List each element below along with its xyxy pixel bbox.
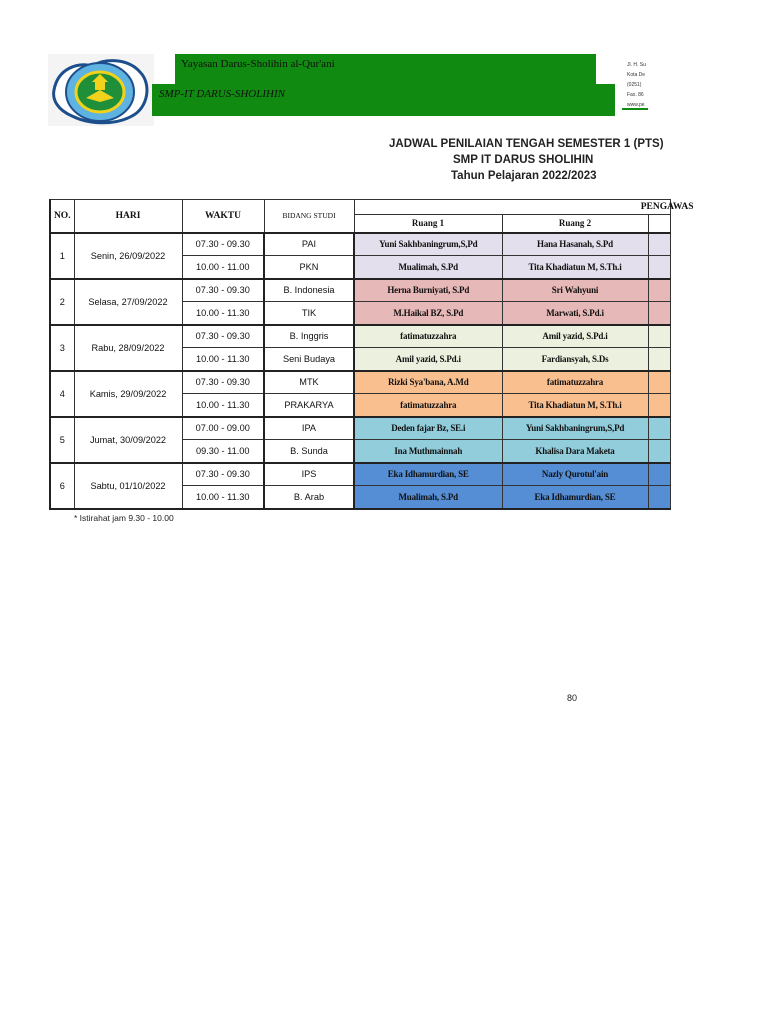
subject-cell: Seni Budaya	[264, 348, 354, 371]
day-date: Sabtu, 01/10/2022	[74, 463, 182, 509]
proctor-room-3	[648, 325, 670, 348]
table-row	[50, 463, 670, 486]
header-ruang-2: Ruang 2	[502, 215, 648, 233]
proctor-room-3	[648, 486, 670, 509]
proctor-room-2: Tita Khadiatun M, S.Th.i	[502, 256, 648, 279]
proctor-room-3	[648, 233, 670, 256]
proctor-room-1: fatimatuzzahra	[354, 394, 502, 417]
time-cell: 07.30 - 09.30	[182, 325, 264, 348]
proctor-room-1: Eka Idhamurdian, SE	[354, 463, 502, 486]
time-cell: 07.00 - 09.00	[182, 417, 264, 440]
day-date: Kamis, 29/09/2022	[74, 371, 182, 417]
proctor-room-1: Amil yazid, S.Pd.i	[354, 348, 502, 371]
row-number: 3	[50, 325, 74, 371]
day-date: Senin, 26/09/2022	[74, 233, 182, 279]
proctor-room-2: Amil yazid, S.Pd.i	[502, 325, 648, 348]
row-number: 2	[50, 279, 74, 325]
break-note: * Istirahat jam 9.30 - 10.00	[74, 513, 174, 523]
subject-cell: B. Inggris	[264, 325, 354, 348]
school-logo	[48, 54, 154, 126]
proctor-room-1: Deden fajar Bz, SE.i	[354, 417, 502, 440]
address-line: Kota De	[627, 72, 646, 78]
proctor-room-3	[648, 256, 670, 279]
title-block	[0, 130, 664, 190]
schedule-table	[49, 199, 694, 515]
proctor-room-3	[648, 440, 670, 463]
proctor-room-3	[648, 279, 670, 302]
header-ruang-1: Ruang 1	[354, 215, 502, 233]
subject-cell: IPS	[264, 463, 354, 486]
time-cell: 07.30 - 09.30	[182, 279, 264, 302]
time-cell: 10.00 - 11.00	[182, 256, 264, 279]
proctor-room-1: Rizki Sya'bana, A.Md	[354, 371, 502, 394]
proctor-room-2: Sri Wahyuni	[502, 279, 648, 302]
time-cell: 09.30 - 11.00	[182, 440, 264, 463]
proctor-room-3	[648, 348, 670, 371]
subject-cell: PKN	[264, 256, 354, 279]
header-bidang-studi: BIDANG STUDI	[264, 200, 354, 233]
header-ruang-3	[648, 215, 670, 233]
proctor-room-1: Ina Muthmainnah	[354, 440, 502, 463]
row-number: 5	[50, 417, 74, 463]
proctor-room-2: Marwati, S.Pd.i	[502, 302, 648, 325]
row-number: 1	[50, 233, 74, 279]
proctor-room-2: Eka Idhamurdian, SE	[502, 486, 648, 509]
table-row	[50, 279, 670, 302]
address-divider	[622, 108, 648, 110]
proctor-room-1: M.Haikal BZ, S.Pd	[354, 302, 502, 325]
header-waktu: WAKTU	[182, 200, 264, 233]
table-row	[50, 417, 670, 440]
header-no: NO.	[50, 200, 74, 233]
subject-cell: PRAKARYA	[264, 394, 354, 417]
proctor-room-2: Nazly Qurotul'ain	[502, 463, 648, 486]
proctor-room-1: Mualimah, S.Pd	[354, 486, 502, 509]
address-line: Fax. 86	[627, 92, 644, 98]
day-date: Selasa, 27/09/2022	[74, 279, 182, 325]
table-row	[50, 233, 670, 256]
time-cell: 10.00 - 11.30	[182, 486, 264, 509]
proctor-room-1: Herna Burniyati, S.Pd	[354, 279, 502, 302]
day-date: Jumat, 30/09/2022	[74, 417, 182, 463]
time-cell: 07.30 - 09.30	[182, 233, 264, 256]
school-address	[627, 60, 651, 110]
time-cell: 07.30 - 09.30	[182, 371, 264, 394]
subject-cell: MTK	[264, 371, 354, 394]
header-hari: HARI	[74, 200, 182, 233]
proctor-room-1: Yuni Sakhbaningrum,S,Pd	[354, 233, 502, 256]
subject-cell: IPA	[264, 417, 354, 440]
school-title: SMP IT DARUS SHOLIHIN	[453, 154, 594, 166]
subject-cell: PAI	[264, 233, 354, 256]
proctor-room-2: fatimatuzzahra	[502, 371, 648, 394]
foundation-name: Yayasan Darus-Sholihin al-Qur'ani	[181, 58, 335, 70]
subject-cell: B. Indonesia	[264, 279, 354, 302]
address-line: www.pe	[627, 102, 645, 108]
proctor-room-2: Yuni Sakhbaningrum,S,Pd	[502, 417, 648, 440]
proctor-room-2: Khalisa Dara Maketa	[502, 440, 648, 463]
subject-cell: B. Arab	[264, 486, 354, 509]
subject-cell: B. Sunda	[264, 440, 354, 463]
subject-cell: TIK	[264, 302, 354, 325]
address-line: (0251)	[627, 82, 642, 88]
proctor-room-1: fatimatuzzahra	[354, 325, 502, 348]
table-row	[50, 371, 670, 394]
page-number: 80	[567, 693, 578, 703]
address-line: Jl. H. Su	[627, 62, 646, 68]
proctor-room-3	[648, 417, 670, 440]
time-cell: 10.00 - 11.30	[182, 348, 264, 371]
proctor-room-3	[648, 302, 670, 325]
proctor-room-1: Mualimah, S.Pd	[354, 256, 502, 279]
time-cell: 10.00 - 11.30	[182, 394, 264, 417]
schedule-body	[50, 233, 670, 509]
academic-year: Tahun Pelajaran 2022/2023	[451, 170, 597, 182]
proctor-room-3	[648, 394, 670, 417]
table-row	[50, 325, 670, 348]
time-cell: 10.00 - 11.30	[182, 302, 264, 325]
proctor-room-2: Hana Hasanah, S.Pd	[502, 233, 648, 256]
row-number: 4	[50, 371, 74, 417]
proctor-room-2: Fardiansyah, S.Ds	[502, 348, 648, 371]
proctor-room-2: Tita Khadiatun M, S.Th.i	[502, 394, 648, 417]
proctor-room-3	[648, 371, 670, 394]
day-date: Rabu, 28/09/2022	[74, 325, 182, 371]
time-cell: 07.30 - 09.30	[182, 463, 264, 486]
header-pengawas	[354, 200, 694, 215]
school-name: SMP-IT DARUS-SHOLIHIN	[159, 88, 285, 100]
document-title: JADWAL PENILAIAN TENGAH SEMESTER 1 (PTS)	[389, 138, 664, 150]
header-pengawas-label: PENGAWAS	[640, 202, 694, 212]
row-number: 6	[50, 463, 74, 509]
proctor-room-3	[648, 463, 670, 486]
